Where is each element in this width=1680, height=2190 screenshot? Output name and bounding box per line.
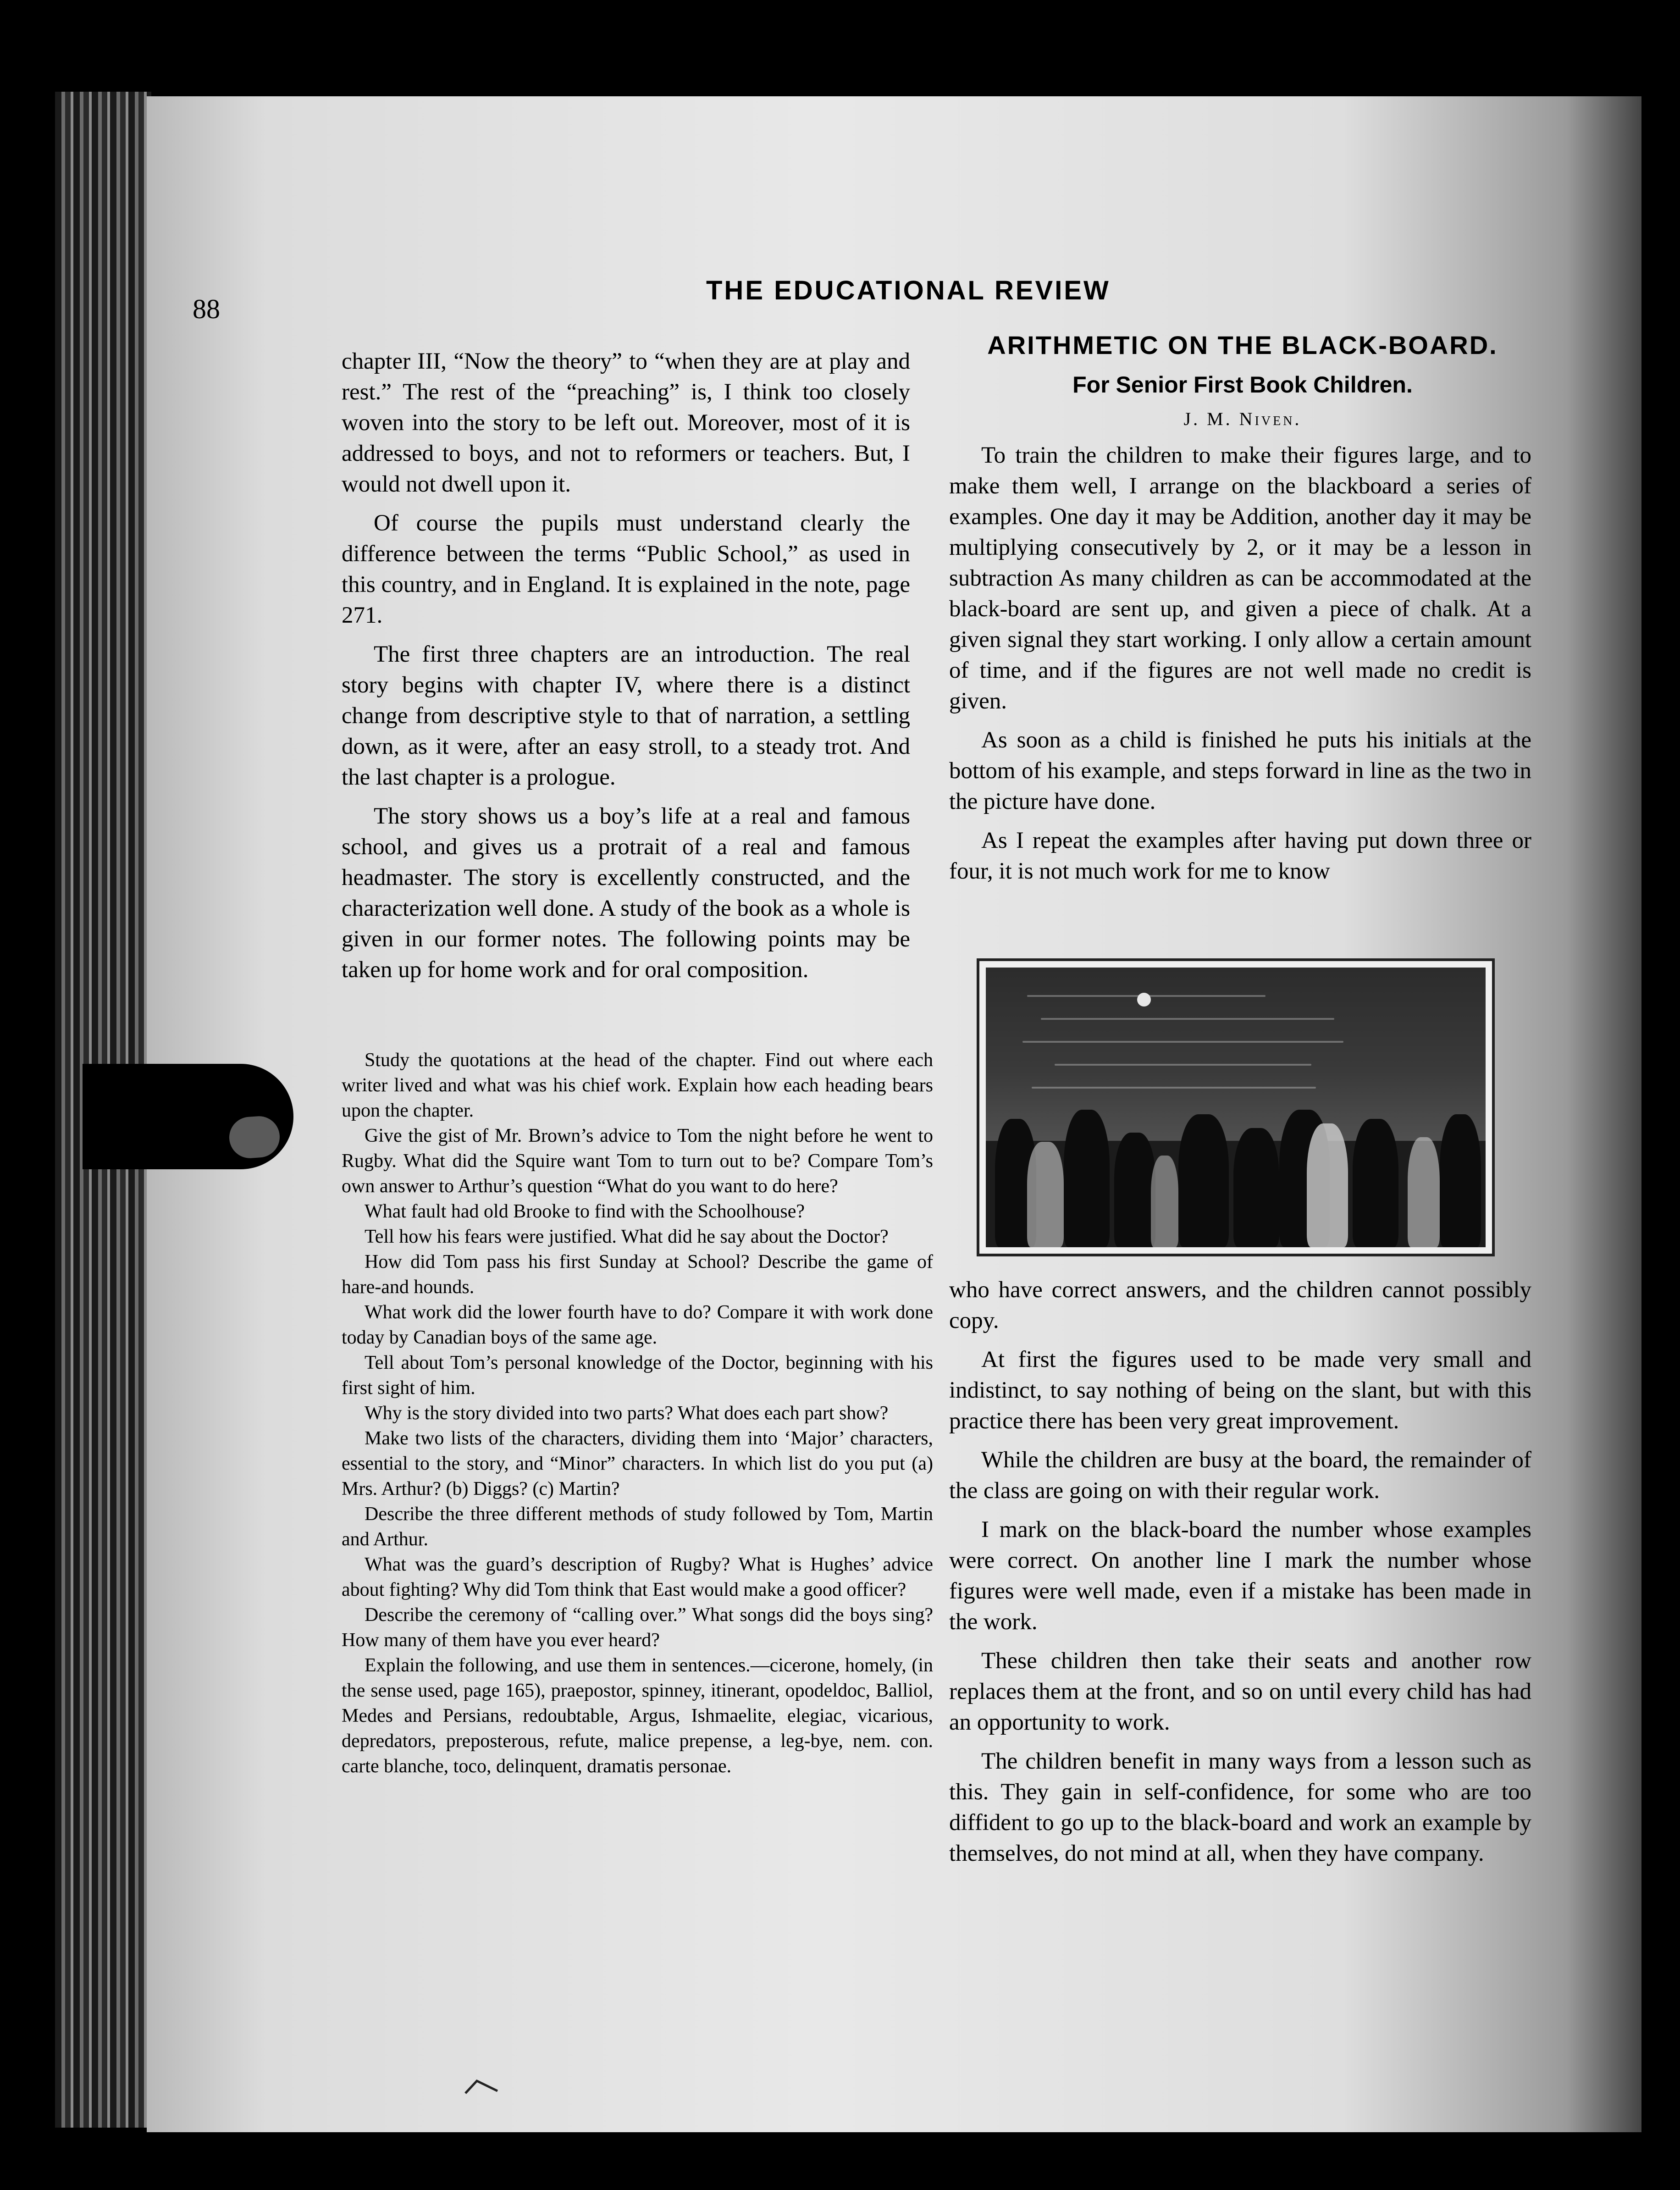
left-column [342,346,910,985]
running-head: THE EDUCATIONAL REVIEW [706,276,1111,305]
photo-image [986,968,1486,1247]
question-item: Explain the following, and use them in sentences.—cicerone, homely, (in the sense used, page 165), praepostor, spinney, itinerant, opodeldoc, Balliol, Medes and Persians, redoubtable, Argus, Ishmaelite, elegiac, vicarious, depredators, preposterous, refute, malice prepense, a leg-bye, nem. con. carte blanche, toco, delinquent, dramatis personae. [342,1655,933,1777]
article-body-top [949,440,1531,887]
page-number: 88 [193,294,220,324]
question-item: Make two lists of the characters, dividing them into ‘Major’ characters, essential to the story, and “Minor” characters. In which list do you put (a) Mrs. Arthur? (b) Diggs? (c) Martin? [342,1428,933,1499]
left-paragraph-3: The first three chapters are an introduction. The real story begins with chapter IV, where there is a distinct change from descriptive style to that of narration, a settling down, as it were, after an easy stroll, to a steady trot. And the last chapter is a prologue. [342,642,910,790]
question-item: Tell how his fears were justified. What did he say about the Doctor? [365,1226,889,1247]
article-title: ARITHMETIC ON THE BLACK-BOARD. [987,331,1498,359]
article-paragraph: These children then take their seats and another row replaces them at the front, and so on until every child has had an opportunity to work. [949,1648,1531,1735]
question-item: Give the gist of Mr. Brown’s advice to Tom the night before he went to Rugby. What did the Squire want Tom to turn out to be? Compare Tom’s own answer to Arthur’s question “What do you want to do here? [342,1125,933,1197]
question-item: How did Tom pass his first Sunday at School? Describe the game of hare-and hounds. [342,1251,933,1298]
question-item: What work did the lower fourth have to do? Compare it with work done today by Canadian boys of the same age. [342,1302,933,1348]
article-body-bottom [949,1275,1531,1869]
classroom-photo [977,958,1495,1256]
article-subtitle: For Senior First Book Children. [1072,372,1413,398]
question-item: Why is the story divided into two parts? What does each part show? [365,1403,889,1424]
article-paragraph: who have correct answers, and the children cannot possibly copy. [949,1277,1531,1333]
question-item: Tell about Tom’s personal knowledge of the Doctor, beginning with his first sight of him. [342,1352,933,1399]
pencil-mark-icon [463,2077,500,2096]
light-spot [1137,993,1151,1007]
question-item: What fault had old Brooke to find with the Schoolhouse? [365,1201,805,1222]
question-item: Study the quotations at the head of the chapter. Find out where each writer lived and what was his chief work. Explain how each heading bears upon the chapter. [342,1050,933,1121]
article-author: J. M. Niven. [1183,409,1302,429]
left-paragraph-2: Of course the pupils must understand clearly the difference between the terms “Public School,” as used in this country, and in England. It is explained in the note, page 271. [342,510,910,628]
question-item: Describe the ceremony of “calling over.” What songs did the boys sing? How many of them have you ever heard? [342,1604,933,1651]
article-paragraph: As I repeat the examples after having put down three or four, it is not much work for me to know [949,828,1531,884]
article-paragraph: As soon as a child is finished he puts his initials at the bottom of his example, and steps forward in line as the two in the picture have done. [949,727,1531,814]
study-questions [342,1048,933,1779]
question-item: Describe the three different methods of study followed by Tom, Martin and Arthur. [342,1504,933,1550]
blackboard [986,968,1486,1141]
article-paragraph: To train the children to make their figures large, and to make them well, I arrange on the blackboard a series of examples. One day it may be Addition, another day it may be multiplying consecutively by 2, or it may be a lesson in subtraction As many children as can be accommodated at the black-board are sent up, and given a piece of chalk. At a given signal they start working. I only allow a certain amount of time, and if the figures are not well made no credit is given. [949,442,1531,714]
left-paragraph-4: The story shows us a boy’s life at a real and famous school, and gives us a protrait of a real and famous headmaster. The story is excellently constructed, and the characterization well done. A study of the book as a whole is given in our former notes. The following points may be taken up for home work and for oral composition. [342,803,910,983]
article-paragraph: At first the figures used to be made very small and indistinct, to say nothing of being on the slant, but with this practice there has been very great improvement. [949,1347,1531,1434]
article-paragraph: While the children are busy at the board, the remainder of the class are going on with their regular work. [949,1447,1531,1504]
left-paragraph-1: chapter III, “Now the theory” to “when they are at play and rest.” The rest of the “preaching” is, I think too closely woven into the story to be left out. Moreover, most of it is addressed to boys, and not to reformers or teachers. But, I would not dwell upon it. [342,348,910,497]
question-item: What was the guard’s description of Rugby? What is Hughes’ advice about fighting? Why did Tom think that East would make a good officer? [342,1554,933,1600]
article-paragraph: I mark on the black-board the number whose examples were correct. On another line I mark the number whose figures were well made, even if a mistake has been made in the work. [949,1517,1531,1635]
article-paragraph: The children benefit in many ways from a lesson such as this. They gain in self-confidence, for some who are too diffident to go up to the black-board and work an example by themselves, do not mind at all, when they have company. [949,1748,1531,1866]
